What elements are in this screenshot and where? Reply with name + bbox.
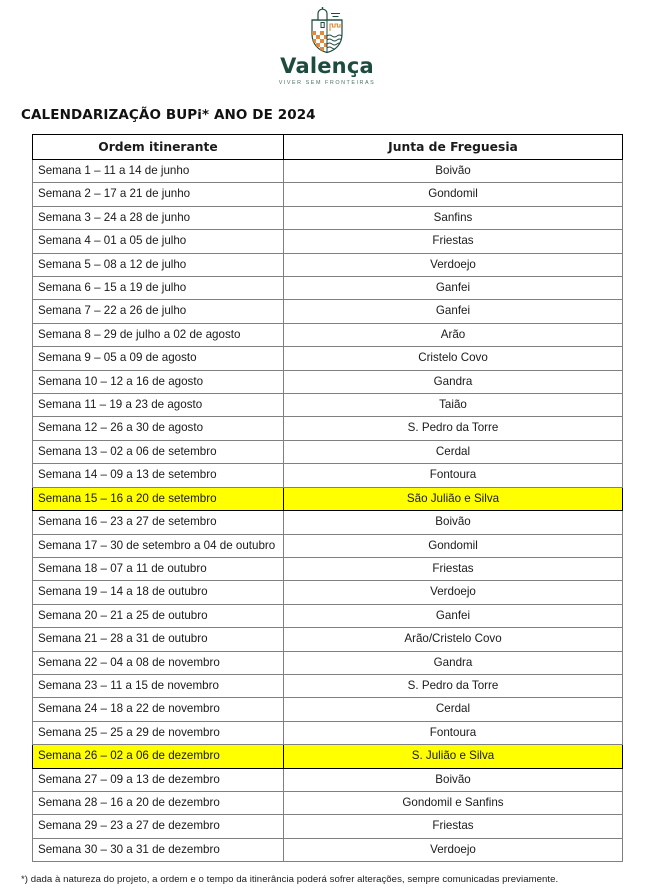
table-row xyxy=(33,651,623,674)
table-row xyxy=(33,721,623,744)
cell-ordem-itinerante: Semana 17 – 30 de setembro a 04 de outubro xyxy=(33,534,284,557)
table-row xyxy=(33,698,623,721)
cell-junta-de-freguesia: Friestas xyxy=(284,557,623,580)
table-row xyxy=(33,628,623,651)
valenca-crest-icon xyxy=(301,7,353,54)
table-row xyxy=(33,323,623,346)
table-row xyxy=(33,604,623,627)
cell-ordem-itinerante: Semana 25 – 25 a 29 de novembro xyxy=(33,721,284,744)
cell-ordem-itinerante: Semana 7 – 22 a 26 de julho xyxy=(33,300,284,323)
cell-junta-de-freguesia: Gondomil xyxy=(284,534,623,557)
brand-header xyxy=(0,0,654,86)
cell-junta-de-freguesia: Friestas xyxy=(284,815,623,838)
table-row xyxy=(33,511,623,534)
table-row xyxy=(33,487,623,510)
table-header-row xyxy=(33,135,623,160)
calendar-table xyxy=(32,134,623,862)
cell-ordem-itinerante: Semana 21 – 28 a 31 de outubro xyxy=(33,628,284,651)
table-row xyxy=(33,464,623,487)
footnote: *) dada à natureza do projeto, a ordem e o tempo da itinerância poderá sofrer alterações, sempre comunicadas previamente. xyxy=(21,874,559,885)
table-row xyxy=(33,253,623,276)
table-row xyxy=(33,206,623,229)
cell-ordem-itinerante: Semana 1 – 11 a 14 de junho xyxy=(33,160,284,183)
cell-ordem-itinerante: Semana 13 – 02 a 06 de setembro xyxy=(33,440,284,463)
table-row xyxy=(33,815,623,838)
cell-junta-de-freguesia: Verdoejo xyxy=(284,581,623,604)
table-row xyxy=(33,277,623,300)
cell-junta-de-freguesia: Gondomil e Sanfins xyxy=(284,791,623,814)
table-row xyxy=(33,300,623,323)
cell-junta-de-freguesia: Arão/Cristelo Covo xyxy=(284,628,623,651)
cell-junta-de-freguesia: Friestas xyxy=(284,230,623,253)
cell-ordem-itinerante: Semana 2 – 17 a 21 de junho xyxy=(33,183,284,206)
cell-ordem-itinerante: Semana 14 – 09 a 13 de setembro xyxy=(33,464,284,487)
cell-junta-de-freguesia: Ganfei xyxy=(284,300,623,323)
cell-junta-de-freguesia: S. Pedro da Torre xyxy=(284,674,623,697)
cell-junta-de-freguesia: Gondomil xyxy=(284,183,623,206)
cell-junta-de-freguesia: Boivão xyxy=(284,768,623,791)
cell-ordem-itinerante: Semana 16 – 23 a 27 de setembro xyxy=(33,511,284,534)
table-row xyxy=(33,230,623,253)
cell-junta-de-freguesia: S. Pedro da Torre xyxy=(284,417,623,440)
table-row xyxy=(33,347,623,370)
cell-junta-de-freguesia: Gandra xyxy=(284,651,623,674)
cell-junta-de-freguesia: Boivão xyxy=(284,511,623,534)
cell-junta-de-freguesia: Gandra xyxy=(284,370,623,393)
cell-ordem-itinerante: Semana 18 – 07 a 11 de outubro xyxy=(33,557,284,580)
cell-ordem-itinerante: Semana 28 – 16 a 20 de dezembro xyxy=(33,791,284,814)
cell-junta-de-freguesia: Fontoura xyxy=(284,721,623,744)
brand-tagline: VIVER SEM FRONTEIRAS xyxy=(278,80,376,86)
cell-ordem-itinerante: Semana 10 – 12 a 16 de agosto xyxy=(33,370,284,393)
cell-junta-de-freguesia: São Julião e Silva xyxy=(284,487,623,510)
table-head xyxy=(33,135,623,160)
cell-ordem-itinerante: Semana 20 – 21 a 25 de outubro xyxy=(33,604,284,627)
table-row xyxy=(33,160,623,183)
cell-junta-de-freguesia: Cristelo Covo xyxy=(284,347,623,370)
cell-ordem-itinerante: Semana 24 – 18 a 22 de novembro xyxy=(33,698,284,721)
cell-ordem-itinerante: Semana 12 – 26 a 30 de agosto xyxy=(33,417,284,440)
table-row xyxy=(33,838,623,861)
table-row xyxy=(33,394,623,417)
cell-ordem-itinerante: Semana 29 – 23 a 27 de dezembro xyxy=(33,815,284,838)
cell-junta-de-freguesia: Ganfei xyxy=(284,604,623,627)
table-row xyxy=(33,674,623,697)
cell-junta-de-freguesia: Taião xyxy=(284,394,623,417)
cell-junta-de-freguesia: Sanfins xyxy=(284,206,623,229)
column-header-junta: Junta de Freguesia xyxy=(284,135,623,160)
column-header-ordem: Ordem itinerante xyxy=(33,135,284,160)
cell-ordem-itinerante: Semana 30 – 30 a 31 de dezembro xyxy=(33,838,284,861)
cell-ordem-itinerante: Semana 26 – 02 a 06 de dezembro xyxy=(33,745,284,768)
cell-ordem-itinerante: Semana 11 – 19 a 23 de agosto xyxy=(33,394,284,417)
table-row xyxy=(33,183,623,206)
cell-junta-de-freguesia: Verdoejo xyxy=(284,253,623,276)
table-row xyxy=(33,768,623,791)
table-row xyxy=(33,440,623,463)
cell-ordem-itinerante: Semana 4 – 01 a 05 de julho xyxy=(33,230,284,253)
cell-ordem-itinerante: Semana 23 – 11 a 15 de novembro xyxy=(33,674,284,697)
cell-ordem-itinerante: Semana 15 – 16 a 20 de setembro xyxy=(33,487,284,510)
cell-ordem-itinerante: Semana 8 – 29 de julho a 02 de agosto xyxy=(33,323,284,346)
table-row xyxy=(33,791,623,814)
cell-junta-de-freguesia: Cerdal xyxy=(284,440,623,463)
cell-junta-de-freguesia: Cerdal xyxy=(284,698,623,721)
cell-ordem-itinerante: Semana 6 – 15 a 19 de julho xyxy=(33,277,284,300)
table-row xyxy=(33,417,623,440)
cell-ordem-itinerante: Semana 22 – 04 a 08 de novembro xyxy=(33,651,284,674)
cell-ordem-itinerante: Semana 5 – 08 a 12 de julho xyxy=(33,253,284,276)
cell-junta-de-freguesia: Arão xyxy=(284,323,623,346)
calendar-table-wrap xyxy=(32,134,622,862)
cell-junta-de-freguesia: Verdoejo xyxy=(284,838,623,861)
cell-junta-de-freguesia: Fontoura xyxy=(284,464,623,487)
table-row xyxy=(33,581,623,604)
table-body xyxy=(33,160,623,862)
cell-ordem-itinerante: Semana 27 – 09 a 13 de dezembro xyxy=(33,768,284,791)
cell-ordem-itinerante: Semana 19 – 14 a 18 de outubro xyxy=(33,581,284,604)
table-row xyxy=(33,534,623,557)
cell-junta-de-freguesia: Boivão xyxy=(284,160,623,183)
cell-ordem-itinerante: Semana 9 – 05 a 09 de agosto xyxy=(33,347,284,370)
cell-junta-de-freguesia: S. Julião e Silva xyxy=(284,745,623,768)
table-row xyxy=(33,745,623,768)
table-row xyxy=(33,557,623,580)
table-row xyxy=(33,370,623,393)
page-title: CALENDARIZAÇÃO BUPi* ANO DE 2024 xyxy=(21,107,316,123)
brand-wordmark: Valença xyxy=(280,54,374,78)
cell-ordem-itinerante: Semana 3 – 24 a 28 de junho xyxy=(33,206,284,229)
cell-junta-de-freguesia: Ganfei xyxy=(284,277,623,300)
